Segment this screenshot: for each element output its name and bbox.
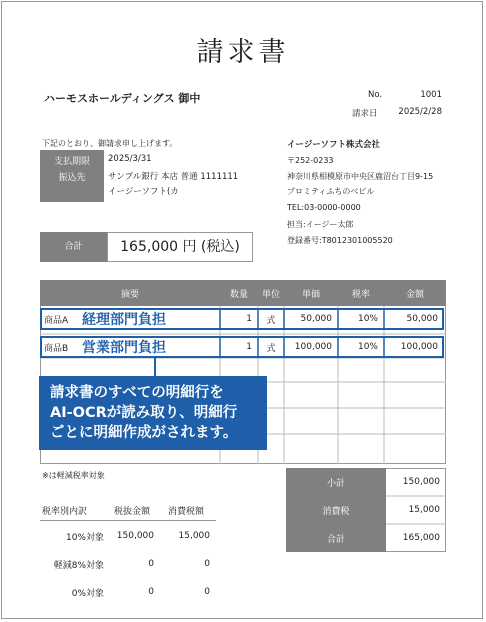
due-bank-label-block xyxy=(40,150,104,202)
row1-note: 経理部門負担 xyxy=(82,312,166,328)
issuer-address-1: 神奈川県相模原市中央区鹿沼台丁目9-15 xyxy=(287,172,434,181)
row2-tax-rate: 10% xyxy=(357,342,378,352)
issuer-company: イージーソフト株式会社 xyxy=(287,140,380,150)
callout-line-1: 請求書のすべての明細行を xyxy=(50,385,224,401)
col-header-price: 単価 xyxy=(301,289,320,300)
row2-note: 営業部門負担 xyxy=(82,340,166,356)
row1-qty: 1 xyxy=(246,314,252,324)
invoice-no-value: 1001 xyxy=(420,90,442,100)
tax-row3-tax: 0 xyxy=(204,587,210,597)
tax-row2-label: 軽減8%対象 xyxy=(53,560,104,571)
invoice-date-value: 2025/2/28 xyxy=(398,107,442,117)
col-header-qty: 数量 xyxy=(229,289,248,300)
tax-row1-net: 150,000 xyxy=(116,531,154,541)
row1-tax-rate: 10% xyxy=(357,314,378,324)
due-date-label: 支払期限 xyxy=(53,157,90,167)
reduced-tax-footnote: ※は軽減税率対象 xyxy=(42,471,105,480)
col-header-unit: 単位 xyxy=(261,289,280,300)
row1-unit: 式 xyxy=(266,315,276,326)
bank-line-2: イージーソフト(カ xyxy=(108,187,179,197)
tax-value: 15,000 xyxy=(408,505,440,515)
recipient-name: ハーモスホールディングス 御中 xyxy=(44,92,201,105)
grand-total-label: 合計 xyxy=(326,534,345,545)
tax-row3-label: 0%対象 xyxy=(71,588,104,599)
tax-row3-net: 0 xyxy=(148,587,154,597)
grand-total-value: 165,000 xyxy=(402,533,440,543)
subtotal-value: 150,000 xyxy=(402,477,440,487)
issuer-tel: TEL:03-0000-0000 xyxy=(287,203,361,212)
tax-breakdown-divider xyxy=(40,520,216,521)
page-title: 請求書 xyxy=(196,37,290,68)
tax-row1-tax: 15,000 xyxy=(178,531,210,541)
tax-breakdown-header-label: 税率別内訳 xyxy=(42,506,88,517)
issuer-postal: 〒252-0233 xyxy=(287,156,334,165)
tax-breakdown xyxy=(40,500,220,604)
col-header-description: 摘要 xyxy=(120,289,139,300)
row1-amount: 50,000 xyxy=(406,314,438,324)
subtotal-label: 小計 xyxy=(326,478,345,489)
row2-outline xyxy=(40,336,444,358)
bank-line-1: サンプル銀行 本店 普通 1111111 xyxy=(108,172,239,182)
callout-connector xyxy=(154,358,156,376)
row2-unit: 式 xyxy=(266,343,276,354)
tax-label: 消費税 xyxy=(322,506,350,517)
invoice-date-label: 請求日 xyxy=(352,109,378,119)
tax-breakdown-header-net: 税抜金額 xyxy=(114,506,151,517)
tax-row1-label: 10%対象 xyxy=(65,532,104,543)
intro-text: 下記のとおり、御請求申し上げます。 xyxy=(42,139,178,148)
tax-breakdown-header-tax: 消費税額 xyxy=(168,506,205,517)
tax-row2-net: 0 xyxy=(148,559,154,569)
ocr-callout xyxy=(39,376,267,450)
row1-price: 50,000 xyxy=(300,314,332,324)
total-box-value: 165,000 円 (税込) xyxy=(107,232,253,262)
row2-qty: 1 xyxy=(246,342,252,352)
row2-amount: 100,000 xyxy=(400,342,438,352)
issuer-address-2: プロミティふちのべビル xyxy=(287,187,375,196)
callout-line-3: ごとに明細作成がされます。 xyxy=(50,425,238,441)
callout-line-2: AI-OCRが読み取り、明細行 xyxy=(50,405,238,421)
invoice-no-label: No. xyxy=(368,90,383,100)
issuer-person: 担当:イージー太郎 xyxy=(287,220,354,229)
col-header-tax-rate: 税率 xyxy=(351,289,370,300)
tax-row2-tax: 0 xyxy=(204,559,210,569)
row1-item: 商品A xyxy=(44,315,69,326)
issuer-registration: 登録番号:T8012301005520 xyxy=(287,236,393,245)
due-date-value: 2025/3/31 xyxy=(108,154,152,164)
row2-item: 商品B xyxy=(44,343,69,354)
bank-label: 振込先 xyxy=(58,173,86,183)
row1-outline xyxy=(40,308,444,330)
col-header-amount: 金額 xyxy=(405,289,424,300)
total-box-label: 合計 xyxy=(40,232,107,262)
row2-price: 100,000 xyxy=(294,342,332,352)
